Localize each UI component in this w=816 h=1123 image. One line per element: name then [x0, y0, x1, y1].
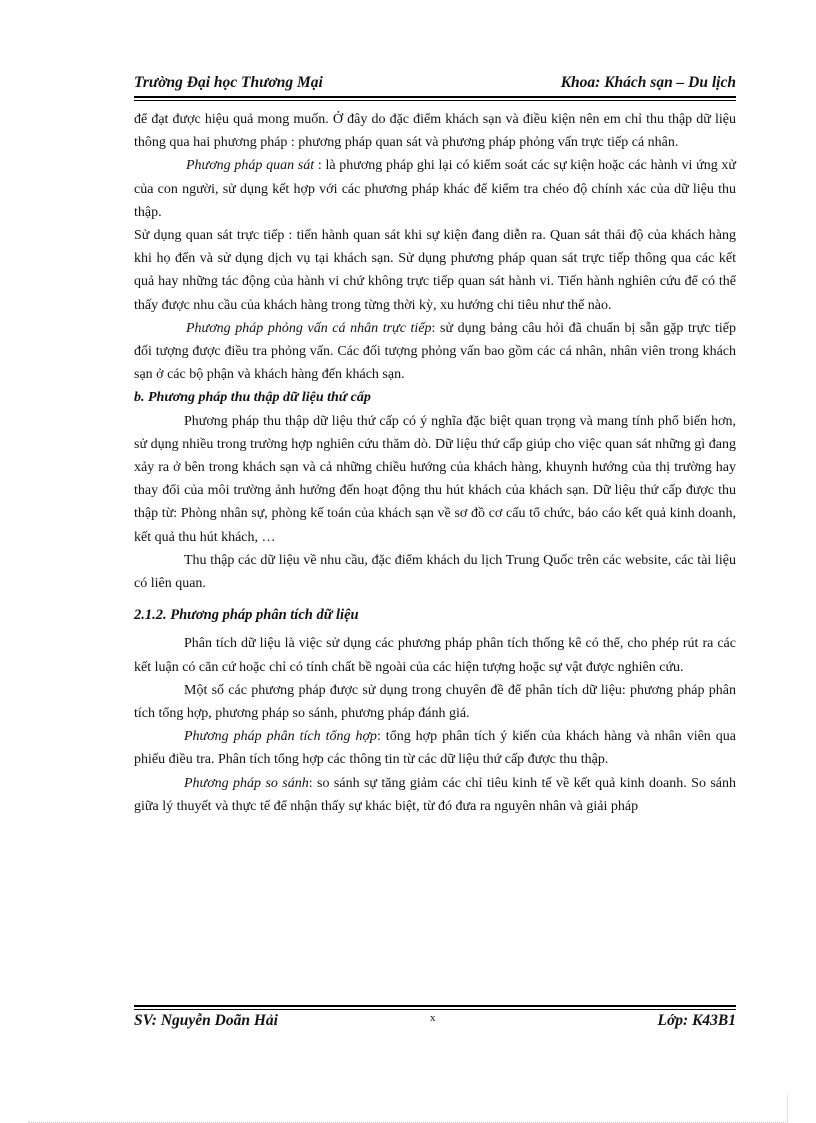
term-interview: Phương pháp phỏng vấn cá nhân trực tiếp	[186, 320, 432, 336]
paragraph: Phương pháp phân tích tổng hợp: tổng hợp phân tích ý kiến của khách hàng và nhân viên qua phiếu điều tra. Phân tích tổng hợp các thông tin từ các dữ liệu thứ cấp được thu thập.	[134, 729, 737, 768]
paragraph: để đạt được hiệu quả mong muốn. Ở đây do đặc điểm khách sạn và điều kiện nên em chỉ thu thập dữ liệu thông qua hai phương pháp : phương pháp quan sát và phương pháp phỏng vấn trực tiếp cá nhân.	[134, 112, 736, 151]
paragraph: Sử dụng quan sát trực tiếp : tiến hành quan sát khi sự kiện đang diễn ra. Quan sát thái độ của khách hàng khi họ đến và sử dụng dịch vụ tại khách sạn. Sử dụng phương pháp quan sát trực tiếp thông qua các kết quả hay những tác động của hành vi chứ không trực tiếp quan sát hành vi. Tiến hành nghiên cứu để có thể thấy được nhu cầu của khách hàng trong từng thời kỳ, xu hướng chi tiêu như thế nào.	[134, 228, 736, 313]
page-header	[134, 72, 736, 98]
term-comparison: Phương pháp so sánh	[184, 775, 309, 791]
subheading-secondary-data: b. Phương pháp thu thập dữ liệu thứ cấp	[134, 390, 371, 406]
footer-class: Lớp: K43B1	[657, 1012, 736, 1029]
paragraph: Phương pháp quan sát : là phương pháp ghi lại có kiểm soát các sự kiện hoặc các hành vi ứng xử của con người, sử dụng kết hợp với các phương pháp khác để kiểm tra chéo độ chính xác của dữ liệu thu thập.	[134, 158, 736, 220]
section-heading: 2.1.2. Phương pháp phân tích dữ liệu	[134, 607, 359, 624]
header-school: Trường Đại học Thương Mại	[134, 74, 323, 91]
paragraph: Phương pháp thu thập dữ liệu thứ cấp có ý nghĩa đặc biệt quan trọng và mang tính phổ biến hơn, sử dụng nhiều trong trường hợp nghiên cứu thăm dò. Dữ liệu thứ cấp giúp cho việc quan sát những gì đang xảy ra ở bên trong khách sạn và cả những chiều hướng của khách hàng, khuynh hướng của thị trường hay thay đổi của môi trường ảnh hưởng đến hoạt động thu hút khách của khách sạn. Dữ liệu thứ cấp được thu thập từ: Phòng nhân sự, phòng kế toán của khách sạn về sơ đồ cơ cấu tổ chức, báo cáo kết quả kinh doanh, kết quả thu hút khách, …	[134, 413, 736, 545]
header-faculty: Khoa: Khách sạn – Du lịch	[560, 74, 736, 91]
page-footer	[134, 1012, 736, 1036]
paragraph: Phương pháp so sánh: so sánh sự tăng giảm các chỉ tiêu kinh tế về kết quả kinh doanh. So sánh giữa lý thuyết và thực tế để nhận thấy sự khác biệt, từ đó đưa ra nguyên nhân và giải pháp	[134, 775, 736, 814]
footer-rule	[134, 1005, 736, 1007]
paragraph: Một số các phương pháp được sử dụng trong chuyên đề để phân tích dữ liệu: phương pháp phân tích tổng hợp, phương pháp so sánh, phương pháp đánh giá.	[134, 682, 736, 722]
header-rule	[134, 96, 736, 98]
paragraph: Phương pháp phỏng vấn cá nhân trực tiếp: sử dụng bảng câu hỏi đã chuẩn bị sẵn gặp trực tiếp đối tượng được điều tra phỏng vấn. Các đối tượng phỏng vấn bao gồm các cá nhân, nhân viên trong khách sạn ở các bộ phận và khách hàng đến khách sạn.	[134, 320, 736, 383]
term-synthesis: Phương pháp phân tích tổng hợp	[184, 729, 377, 745]
page-border	[787, 1094, 788, 1123]
header-rule-thin	[134, 100, 736, 101]
footer-rule-thin	[134, 1009, 736, 1010]
paragraph: Thu thập các dữ liệu về nhu cầu, đặc điểm khách du lịch Trung Quốc trên các website, các tài liệu có liên quan.	[134, 552, 736, 592]
page-number: x	[430, 1012, 436, 1024]
page-body	[134, 108, 736, 818]
footer-student: SV: Nguyễn Doãn Hải	[134, 1012, 278, 1029]
term-observation: Phương pháp quan sát	[186, 158, 315, 174]
paragraph: Phân tích dữ liệu là việc sử dụng các phương pháp phân tích thống kê có thể, cho phép rút ra các kết luận có căn cứ hoặc chỉ có tính chất bề ngoài của các hiện tượng hoặc sự vật được nghiên cứu.	[134, 636, 736, 675]
